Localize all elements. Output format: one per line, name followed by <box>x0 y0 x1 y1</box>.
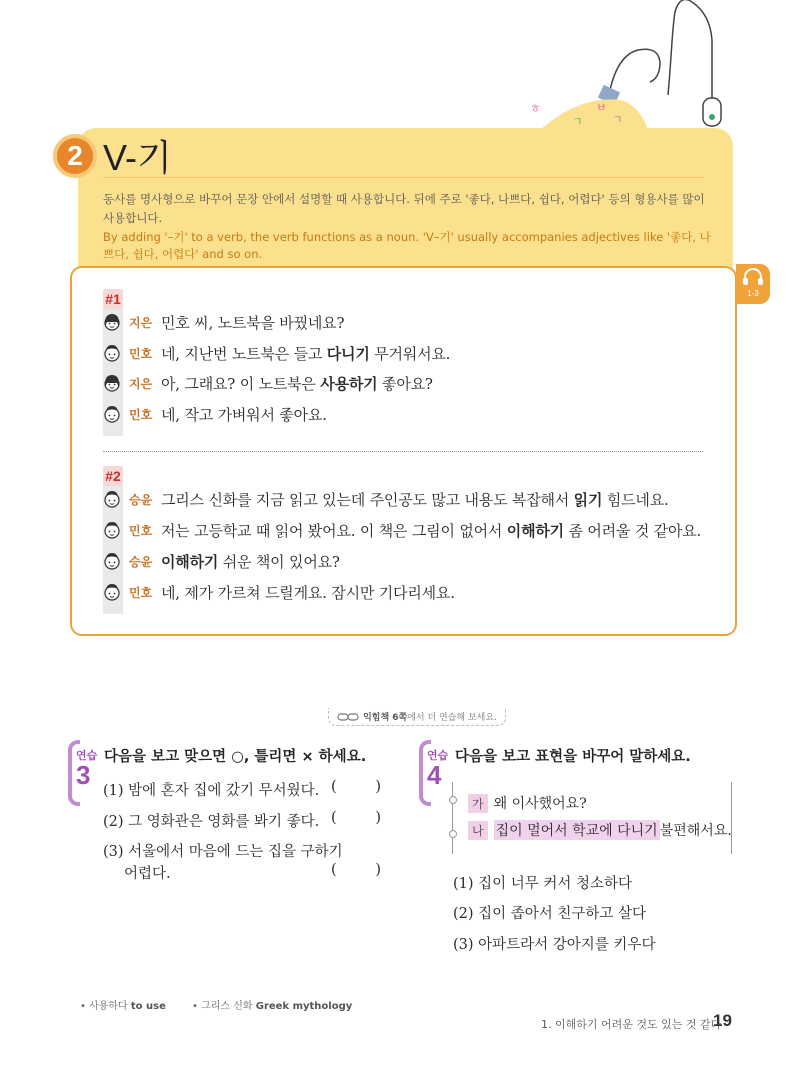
practice-question: 다음을 보고 맞으면 ○, 틀리면 × 하세요. <box>104 749 367 765</box>
audio-track-button[interactable] <box>736 264 770 304</box>
page-number: 19 <box>713 1011 732 1030</box>
example-tag: 나 <box>468 821 488 840</box>
female-avatar-icon <box>103 374 121 392</box>
dialogue-text <box>161 404 327 425</box>
dialogue-text-part: 좋아요? <box>377 374 433 393</box>
dialogue-line <box>103 402 327 426</box>
dialogue-text-part: 민호 씨, 노트북을 바꿨네요? <box>161 313 345 332</box>
dialogue-text-part: 아, 그래요? 이 노트북은 <box>161 374 321 393</box>
vacuum-cleaner-illustration <box>500 0 800 135</box>
deco-letter: ㄱ <box>612 113 623 126</box>
title-divider <box>103 177 703 178</box>
vocab-word: • 그리스 신화 <box>192 1001 256 1012</box>
dialogue-line <box>103 549 340 573</box>
answer-blank[interactable] <box>331 779 381 795</box>
target-expression: 이해하기 <box>161 552 219 571</box>
dialogue-text-part: 그리스 신화를 지금 읽고 있는데 주인공도 많고 내용도 복잡해서 <box>161 490 574 509</box>
headphones-icon <box>742 268 764 286</box>
vocab-meaning: Greek mythology <box>255 1001 353 1012</box>
practice-number: 4 <box>427 760 442 790</box>
male-avatar-icon <box>103 521 121 539</box>
dialogue-text <box>161 312 344 333</box>
dialogue-line <box>103 580 455 604</box>
male-avatar-icon <box>103 583 121 601</box>
dialogue-tag: #2 <box>103 466 123 486</box>
dialogue-text-part: 네, 지난번 노트북은 들고 <box>161 344 327 363</box>
practice-item: (1) 밤에 혼자 집에 갔기 무서웠다. <box>103 783 320 799</box>
vocab-note <box>192 997 352 1012</box>
paren-close: ) <box>375 779 381 795</box>
practice-item: (1) 집이 너무 커서 청소하다 <box>453 876 633 892</box>
description-korean: 동사를 명사형으로 바꾸어 문장 안에서 설명할 때 사용합니다. 뒤에 주로 '좋다, 나쁘다, 쉽다, 어렵다' 등의 형용사를 많이 사용합니다. <box>103 192 705 225</box>
deco-letter: ㄱ <box>572 115 583 128</box>
dialogue-text <box>161 373 433 394</box>
male-avatar-icon <box>103 490 121 508</box>
speaker-name: 승윤 <box>129 554 153 569</box>
dialogue-text <box>161 343 450 364</box>
dialogue-line <box>103 341 450 365</box>
paren-close: ) <box>375 862 381 878</box>
workbook-ref: 익힘책 6쪽 <box>363 713 408 723</box>
workbook-note <box>328 708 506 726</box>
example-line-b <box>468 820 732 840</box>
example-text: 불편해서요. <box>659 823 732 839</box>
running-title: 1. 이해하기 어려운 것도 있는 것 같다 <box>541 1018 722 1031</box>
dialogue-text-part: 네, 작고 가벼워서 좋아요. <box>161 405 327 424</box>
section-title: V-기 <box>103 137 172 178</box>
dialogue-text-part: 좀 어려울 것 같아요. <box>563 521 702 540</box>
speaker-name: 민호 <box>129 346 153 361</box>
speaker-name: 민호 <box>129 585 153 600</box>
practice-label: 연습 <box>76 749 98 762</box>
paren-open: ( <box>331 862 337 878</box>
answer-blank[interactable] <box>331 862 381 878</box>
male-avatar-icon <box>103 405 121 423</box>
audio-track-number: 1-3 <box>747 289 759 298</box>
dialogue-line <box>103 487 669 511</box>
paren-open: ( <box>331 779 337 795</box>
dialogue-line <box>103 310 344 334</box>
speaker-name: 민호 <box>129 407 153 422</box>
target-expression: 이해하기 <box>506 521 564 540</box>
vocab-word: • 사용하다 <box>80 1001 131 1012</box>
male-avatar-icon <box>103 552 121 570</box>
dialogue-line <box>103 518 701 542</box>
female-avatar-icon <box>103 313 121 331</box>
dialogue-line <box>103 371 433 395</box>
dialogue-text-part: 네, 제가 가르쳐 드릴게요. 잠시만 기다리세요. <box>161 583 455 602</box>
practice-item: (2) 집이 좁아서 친구하고 살다 <box>453 906 647 922</box>
dialogue-text <box>161 582 455 603</box>
deco-letter: ㅂ <box>596 101 607 114</box>
dialogue-text <box>161 520 701 541</box>
dialogue-text <box>161 551 340 572</box>
target-expression: 다니기 <box>326 344 370 363</box>
target-expression: 읽기 <box>573 490 603 509</box>
speaker-name: 승윤 <box>129 492 153 507</box>
deco-letter: ㅎ <box>530 102 541 115</box>
paren-open: ( <box>331 810 337 826</box>
workbook-note-text: 에서 더 연습해 보세요. <box>407 713 497 723</box>
dialogue-text-part: 무거워서요. <box>369 344 451 363</box>
practice-item: (3) 아파트라서 강아지를 키우다 <box>453 937 656 953</box>
speaker-name: 민호 <box>129 523 153 538</box>
example-tag: 가 <box>468 794 488 813</box>
practice-item-continued: 어렵다. <box>124 866 171 882</box>
dialogue-text-part: 쉬운 책이 있어요? <box>218 552 340 571</box>
practice-item: (2) 그 영화관은 영화를 봐기 좋다. <box>103 814 320 830</box>
dialogue-text <box>161 489 669 510</box>
practice-item: (3) 서울에서 마음에 드는 집을 구하기 <box>103 844 343 860</box>
answer-blank[interactable] <box>331 810 381 826</box>
target-expression: 사용하기 <box>320 374 378 393</box>
dialogue-tag: #1 <box>103 289 123 309</box>
practice-question: 다음을 보고 표현을 바꾸어 말하세요. <box>455 749 691 765</box>
practice-number: 3 <box>76 760 91 790</box>
vocab-note <box>80 997 166 1012</box>
dialogue-text-part: 힘드네요. <box>602 490 669 509</box>
description-english: By adding '–기' to a verb, the verb functions as a noun. 'V–기' usually accompanies adjectives like '좋다, 나쁘다, 쉽다, 어렵다' and so on. <box>103 230 711 261</box>
speaker-name: 지은 <box>129 315 153 330</box>
practice-label: 연습 <box>427 749 449 762</box>
example-line-a <box>468 793 587 813</box>
paren-close: ) <box>375 810 381 826</box>
vocab-meaning: to use <box>130 1001 166 1012</box>
link-icon <box>337 713 359 721</box>
dialogue-text-part: 저는 고등학교 때 읽어 봤어요. 이 책은 그림이 없어서 <box>161 521 507 540</box>
section-number: 2 <box>53 134 97 178</box>
dialogue-separator <box>103 451 703 452</box>
speaker-name: 지은 <box>129 376 153 391</box>
example-highlight: 집이 멀어서 학교에 다니기 <box>494 820 660 840</box>
male-avatar-icon <box>103 344 121 362</box>
example-text: 왜 이사했어요? <box>493 796 587 812</box>
